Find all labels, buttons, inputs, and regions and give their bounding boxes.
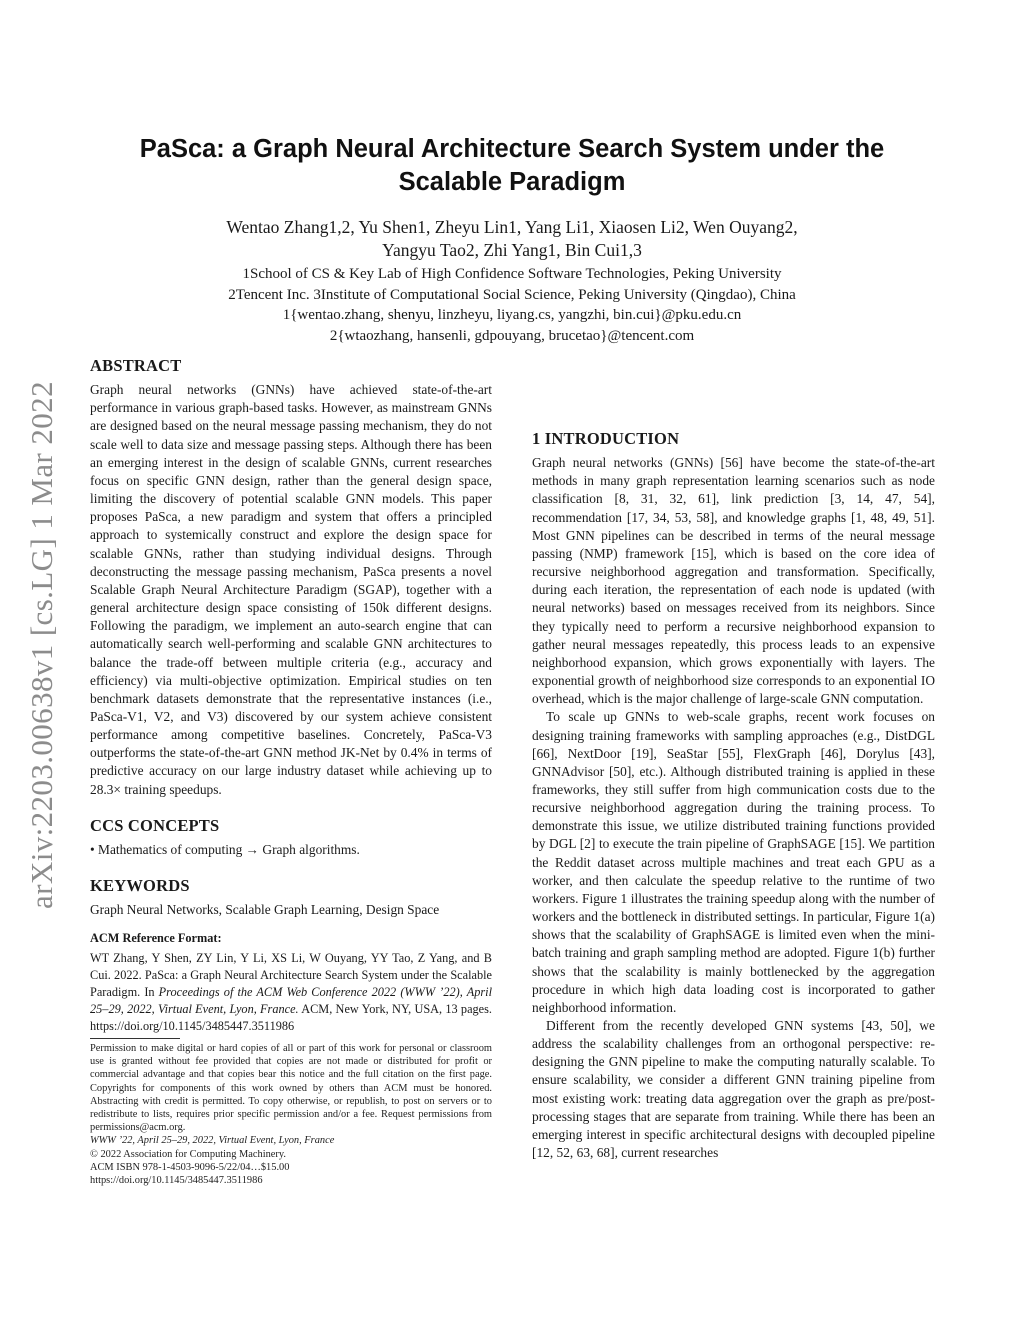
introduction-heading: 1 INTRODUCTION	[532, 429, 680, 448]
keywords-text: Graph Neural Networks, Scalable Graph Learning, Design Space	[90, 902, 440, 918]
keywords-heading: KEYWORDS	[90, 876, 190, 896]
arxiv-stamp	[22, 355, 62, 935]
affiliation-line: 2Tencent Inc. 3Institute of Computational Social Science, Peking University (Qingdao), China	[228, 286, 796, 303]
permission-isbn: ACM ISBN 978-1-4503-9096-5/22/04…$15.00	[90, 1161, 290, 1173]
intro-paragraph: Different from the recently developed GNN systems [43, 50], we address the scalability challenges from an orthogonal perspective: re-designing the GNN pipeline to make the computing naturally scalable. To ensure scalability, we consider a different GNN training pipeline from most existing work: treating data aggregation over the graph as pre/post-processing stages that are separate from training. While there has been an emerging interest in specific architectural designs with decoupled pipeline [12, 52, 63, 68], current researches	[532, 1018, 935, 1161]
permission-doi: https://doi.org/10.1145/3485447.3511986	[90, 1175, 263, 1187]
abstract-heading: ABSTRACT	[90, 356, 182, 375]
reference-format-start: WT Zhang, Y Shen, ZY Lin, Y Li, XS Li, W Ouyang, YY Tao, Z Yang, and B Cui. 2022. PaSca: a Graph Neural Architecture Search System under the Scalable Paradigm. In	[90, 950, 492, 999]
right-column	[532, 359, 935, 1162]
ccs-heading: CCS CONCEPTS	[90, 815, 220, 835]
email-line: 2{wtaozhang, hansenli, gdpouyang, brucetao}@tencent.com	[329, 327, 695, 344]
permission-copyright: © 2022 Association for Computing Machinery.	[90, 1148, 286, 1160]
affiliation-line: 1School of CS & Key Lab of High Confidence Software Technologies, Peking University	[242, 266, 782, 282]
author-line-1: Wentao Zhang1,2, Yu Shen1, Zheyu Lin1, Yang Li1, Xiaosen Li2, Wen Ouyang2,	[226, 217, 798, 237]
intro-paragraph: Graph neural networks (GNNs) [56] have become the state-of-the-art methods in many graph representation learning scenarios such as node classification [8, 31, 32, 61], link prediction [3, 14, 47, 54], recommendation [17, 34, 53, 58], and knowledge graphs [1, 48, 49, 51]. Most GNN pipelines can be described in terms of the neural message passing (NMP) framework [15], which is based on the core idea of recursive neighborhood aggregation and transformation. Specifically, during each iteration, the representation of each node is updated (with neural networks) based on messages received from its neighbors. Since they typically need to perform a recursive neighborhood expansion to gather neural messages repeatedly, this process leads to an expensive neighborhood expansion, which grows exponentially with layers. The exponential growth of neighborhood size corresponds to an exponential IO overhead, which is the major challenge of large-scale GNN computation.	[532, 455, 935, 707]
email-line: 1{wentao.zhang, shenyu, linzheyu, liyang.cs, yangzhi, bin.cui}@pku.edu.cn	[282, 307, 742, 323]
abstract-text: Graph neural networks (GNNs) have achieved state-of-the-art performance in various graph-based tasks. However, as mainstream GNNs are designed based on the neural message passing mechanism, they do not scale well to data size and message passing steps. Although there has been an emerging interest in the design of scalable GNNs, current researches focus on specific GNN design, rather than the general design space, limiting the discovery of potential scalable GNN models. This paper proposes PaSca, a new paradigm and system that offers a principled approach to systemically construct and explore the design space for scalable GNNs, rather than studying individual designs. Through deconstructing the message passing mechanism, PaSca presents a novel Scalable Graph Neural Architecture Paradigm (SGAP), together with a general architecture design space consisting of 150k different designs. Following the paradigm, we implement an auto-search engine that can automatically search well-performing and scalable GNN architectures to balance the trade-off between multiple criteria (e.g., accuracy and efficiency) via multi-objective optimization. Empirical studies on ten benchmark datasets demonstrate that the representative instances (i.e., PaSca-V1, V2, and V3) discovered by our system achieve consistent performance among competitive baselines. Concretely, PaSca-V3 outperforms the state-of-the-art GNN method JK-Net by 0.4% in terms of predictive accuracy on our large industry dataset while achieving up to 28.3× training speedups.	[90, 382, 492, 797]
reference-format-end: ACM, New York, NY, USA, 13 pages. https://doi.org/10.1145/3485447.3511986	[90, 1001, 492, 1033]
paper-title-line-2: Scalable Paradigm	[398, 168, 626, 196]
footnote-rule	[90, 1038, 180, 1039]
author-line-2: Yangyu Tao2, Zhi Yang1, Bin Cui1,3	[382, 240, 642, 260]
reference-format-continuation-space	[532, 359, 935, 414]
permission-text: Permission to make digital or hard copies of all or part of this work for personal or classroom use is granted without fee provided that copies are not made or distributed for profit or commercial advantage and that copies bear this notice and the full citation on the first page. Copyrights for components of this work owned by others than ACM must be honored. Abstracting with credit is permitted. To copy otherwise, or republish, to post on servers or to redistribute to lists, requires prior specific permission and/or a fee. Request permissions from permissions@acm.org.	[90, 1043, 492, 1134]
paper-title-line-1: PaSca: a Graph Neural Architecture Search System under the	[139, 135, 885, 163]
paper-title	[90, 133, 934, 199]
reference-format-proceedings: Proceedings of the ACM Web Conference 2022 (WWW ’22), April 25–29, 2022, Virtual Event, Lyon, France.	[90, 984, 492, 1016]
reference-format-text	[90, 950, 492, 1035]
author-list	[90, 216, 934, 262]
arxiv-stamp-text: arXiv:2203.00638v1 [cs.LG] 1 Mar 2022	[24, 381, 59, 909]
ccs-concept: • Mathematics of computing → Graph algorithms.	[90, 841, 360, 857]
affiliation-block	[90, 264, 934, 346]
permission-block	[90, 1042, 492, 1187]
left-column	[90, 357, 492, 1035]
permission-venue: WWW ’22, April 25–29, 2022, Virtual Event, Lyon, France	[90, 1135, 335, 1147]
intro-paragraph: To scale up GNNs to web-scale graphs, recent work focuses on designing training frameworks with sampling approaches (e.g., DistDGL [66], NextDoor [19], SeaStar [55], FlexGraph [46], Dorylus [43], GNNAdvisor [50], etc.). Although distributed training is applied in these frameworks, they still suffer from high communication costs due to the recursive neighborhood aggregation during the training process. To demonstrate this issue, we utilize distributed training functions provided by DGL [2] to execute the train pipeline of GraphSAGE [15]. We partition the Reddit dataset across multiple machines and treat each GPU as a worker, and then calculate the speedup relative to the runtime of two workers. Figure 1 illustrates the training speedup along with the number of workers and the bottleneck in distributed settings. In particular, Figure 1(a) shows that the scalability of GraphSAGE is limited even when the mini-batch training and graph sampling method are adopted. Figure 1(b) further shows that the scalability is mainly bottlenecked by the aggregation procedure in which high data loading cost is incorporated to gather neighborhood information.	[532, 709, 935, 1015]
reference-format-heading: ACM Reference Format:	[90, 931, 222, 946]
